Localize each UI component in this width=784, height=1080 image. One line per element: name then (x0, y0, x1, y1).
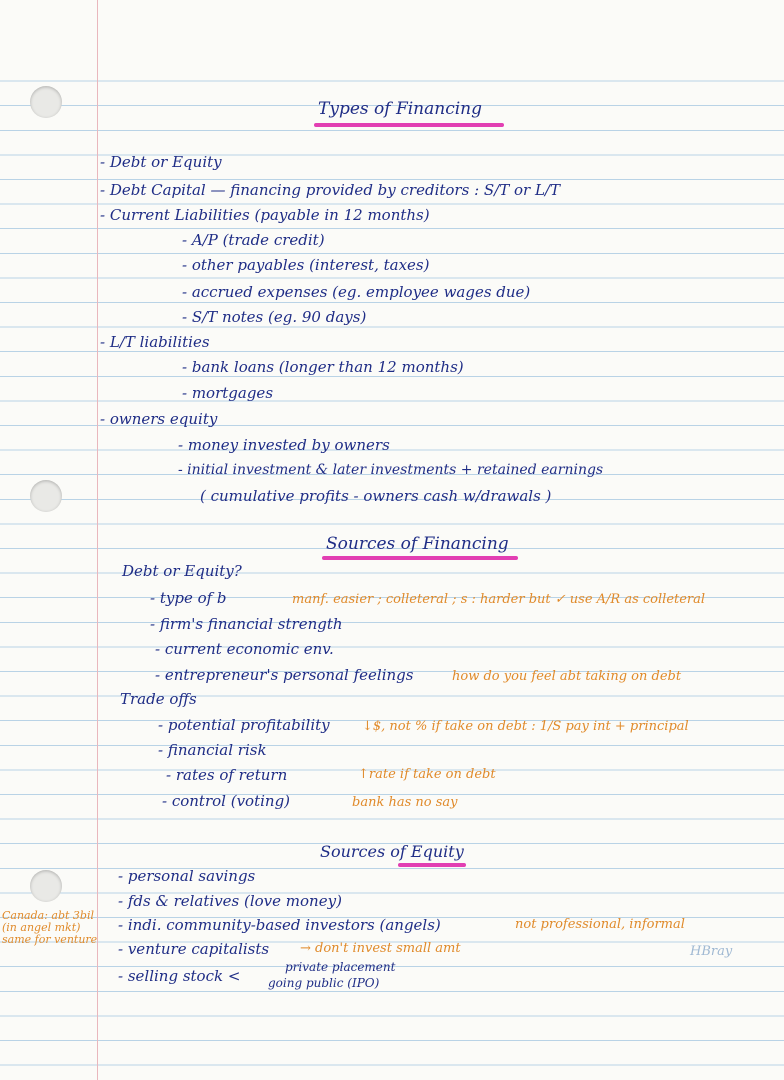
margin-note-line: Canada: abt 3bil (2, 909, 95, 922)
sources-equity-title: Sources of Equity (320, 842, 464, 861)
margin-note-line: (in angel mkt) (2, 921, 81, 934)
factor-item: - entrepreneur's personal feelings (155, 666, 414, 684)
types-line: - Current Liabilities (payable in 12 months) (100, 206, 430, 224)
stock-option-ipo: going public (IPO) (268, 976, 380, 990)
equity-note: → don't invest small amt (300, 941, 461, 956)
types-line: - initial investment & later investments + retained earnings (178, 462, 604, 478)
types-line: - mortgages (182, 384, 274, 402)
equity-item: - venture capitalists (118, 940, 270, 958)
types-title: Types of Financing (318, 99, 482, 119)
tradeoff-item: - financial risk (158, 741, 267, 759)
punch-hole-top (30, 86, 62, 118)
title-underline (314, 123, 504, 127)
types-line: - owners equity (100, 410, 218, 428)
tradeoff-item: - control (voting) (162, 792, 291, 810)
factor-note: how do you feel abt taking on debt (452, 669, 682, 684)
punch-hole-middle (30, 480, 62, 512)
types-line: - Debt or Equity (100, 153, 222, 171)
factor-item: - current economic env. (155, 640, 334, 658)
equity-item: - selling stock < (118, 967, 241, 985)
tradeoff-item: - potential profitability (158, 716, 330, 734)
equity-item: - personal savings (118, 867, 256, 885)
sources-financing-underline (322, 556, 518, 560)
equity-item: - indi. community-based investors (angels) (118, 916, 441, 934)
stock-option-private: private placement (285, 960, 396, 974)
types-line: - Debt Capital — financing provided by creditors : S/T or L/T (100, 181, 560, 199)
equity-note: not professional, informal (515, 917, 685, 932)
types-line: - other payables (interest, taxes) (182, 256, 430, 274)
types-line: ( cumulative profits - owners cash w/drawals ) (200, 487, 552, 505)
types-line: - A/P (trade credit) (182, 231, 325, 249)
factor-item: - firm's financial strength (150, 615, 343, 633)
signature: HBray (690, 944, 733, 959)
page-top-margin (0, 0, 784, 50)
equity-item: - fds & relatives (love money) (118, 892, 342, 910)
tradeoffs-label: Trade offs (120, 690, 197, 708)
margin-note (2, 910, 97, 946)
tradeoff-note: bank has no say (352, 795, 458, 810)
punch-hole-bottom (30, 870, 62, 902)
factor-note: manf. easier ; colleteral ; s : harder but ✓ use A/R as colleteral (292, 592, 706, 607)
types-line: - money invested by owners (178, 436, 390, 454)
types-line: - S/T notes (eg. 90 days) (182, 308, 367, 326)
tradeoff-note: ↑rate if take on debt (358, 767, 496, 782)
types-line: - accrued expenses (eg. employee wages due) (182, 283, 531, 301)
tradeoff-item: - rates of return (166, 766, 288, 784)
debt-equity-question: Debt or Equity? (122, 562, 242, 580)
factor-item: - type of b (150, 589, 227, 607)
equity-underline (398, 863, 466, 867)
margin-note-line: same for venture (2, 933, 98, 946)
types-line: - L/T liabilities (100, 333, 210, 351)
sources-financing-title: Sources of Financing (326, 534, 509, 554)
tradeoff-note: ↓$, not % if take on debt : 1/S pay int + principal (362, 719, 689, 734)
types-line: - bank loans (longer than 12 months) (182, 358, 464, 376)
